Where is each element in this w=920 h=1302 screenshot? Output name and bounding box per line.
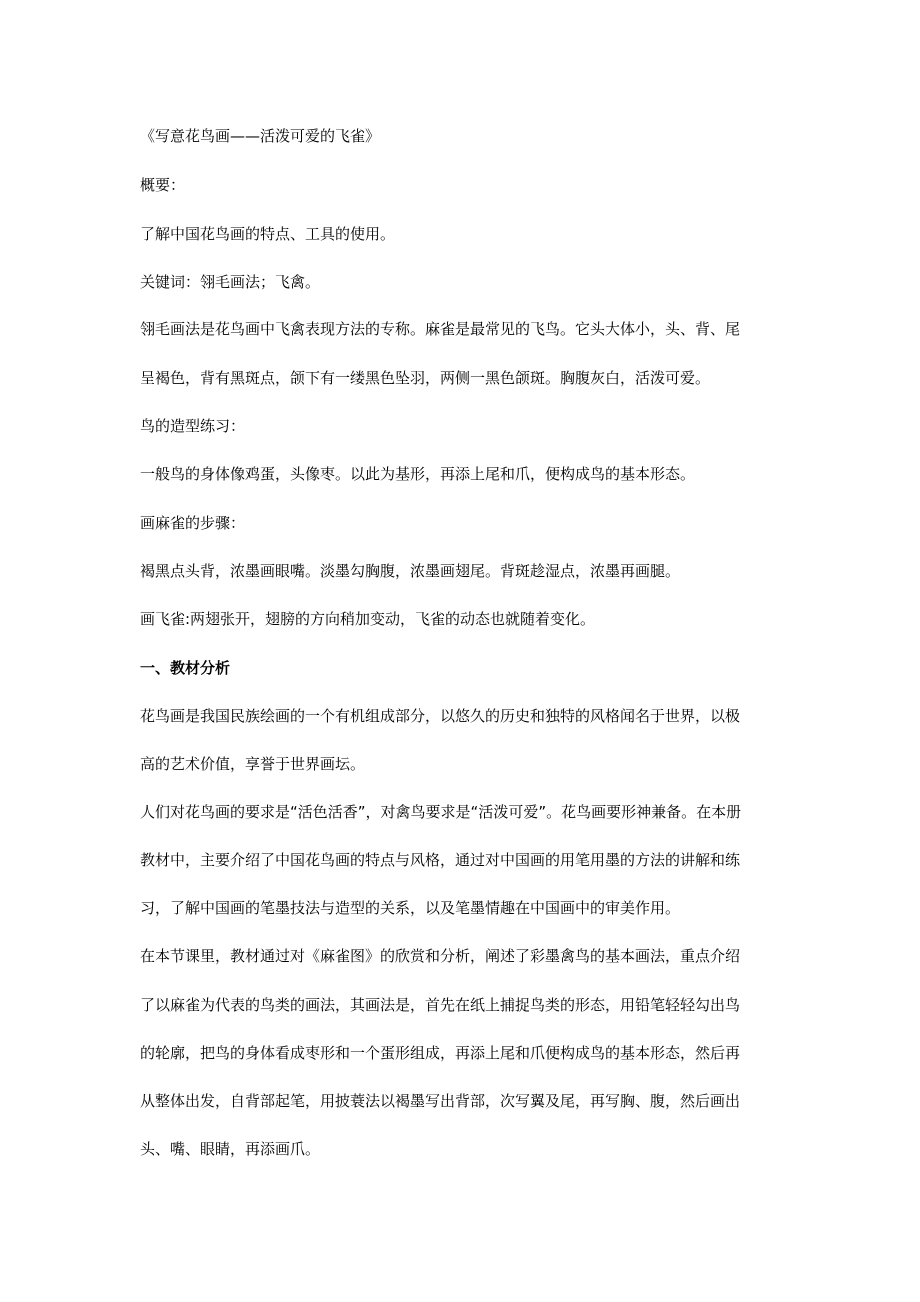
steps-text: 褐黑点头背，浓墨画眼嘴。淡墨勾胸腹，浓墨画翅尾。背斑趁湿点，浓墨再画腿。: [140, 562, 681, 580]
section1-p1-line-2: 高的艺术价值，享誉于世界画坛。: [140, 755, 366, 773]
section1-p3-line-4: 从整体出发，自背部起笔，用披蓑法以褐墨写出背部，次写翼及尾，再写胸、腹，然后画出: [140, 1092, 741, 1110]
section1-p3-line-3: 的轮廓，把鸟的身体看成枣形和一个蛋形组成，再添上尾和爪便构成鸟的基本形态，然后再: [140, 1044, 741, 1062]
section1-p2-line-2: 教材中，主要介绍了中国花鸟画的特点与风格，通过对中国画的用笔用墨的方法的讲解和练: [140, 851, 741, 869]
section1-p2-line-1: 人们对花鸟画的要求是“活色活香”，对禽鸟要求是“活泼可爱”。花鸟画要形神兼备。在本册: [140, 803, 742, 821]
section1-p3-line-5: 头、嘴、眼睛，再添画爪。: [140, 1140, 321, 1158]
shape-text: 一般鸟的身体像鸡蛋，头像枣。以此为基形，再添上尾和爪，便构成鸟的基本形态。: [140, 465, 696, 483]
flying-text: 画飞雀:两翅张开，翅膀的方向稍加变动，飞雀的动态也就随着变化。: [140, 610, 596, 628]
section1-p1-line-1: 花鸟画是我国民族绘画的一个有机组成部分，以悠久的历史和独特的风格闻名于世界，以极: [140, 707, 741, 725]
keywords: 关键词：翎毛画法；飞禽。: [140, 273, 321, 291]
intro-line-1: 翎毛画法是花鸟画中飞禽表现方法的专称。麻雀是最常见的飞鸟。它头大体小，头、背、尾: [140, 320, 741, 338]
document-title: 《写意花鸟画——活泼可爱的飞雀》: [140, 127, 381, 145]
shape-heading: 鸟的造型练习：: [140, 417, 246, 435]
section1-p3-line-2: 了以麻雀为代表的鸟类的画法，其画法是，首先在纸上捕捉鸟类的形态，用铅笔轻轻勾出鸟: [140, 996, 741, 1014]
section1-p3-line-1: 在本节课里，教材通过对《麻雀图》的欣赏和分析，阐述了彩墨禽鸟的基本画法，重点介绍: [140, 947, 741, 965]
intro-line-2: 呈褐色，背有黑斑点，颌下有一缕黑色坠羽，两侧一黑色颌斑。胸腹灰白，活泼可爱。: [140, 369, 711, 387]
steps-heading: 画麻雀的步骤：: [140, 514, 246, 532]
summary-heading: 概要：: [140, 176, 186, 194]
summary-text: 了解中国花鸟画的特点、工具的使用。: [140, 225, 396, 243]
section1-p2-line-3: 习，了解中国画的笔墨技法与造型的关系，以及笔墨情趣在中国画中的审美作用。: [140, 899, 681, 917]
section1-heading: 一、教材分析: [140, 659, 231, 677]
